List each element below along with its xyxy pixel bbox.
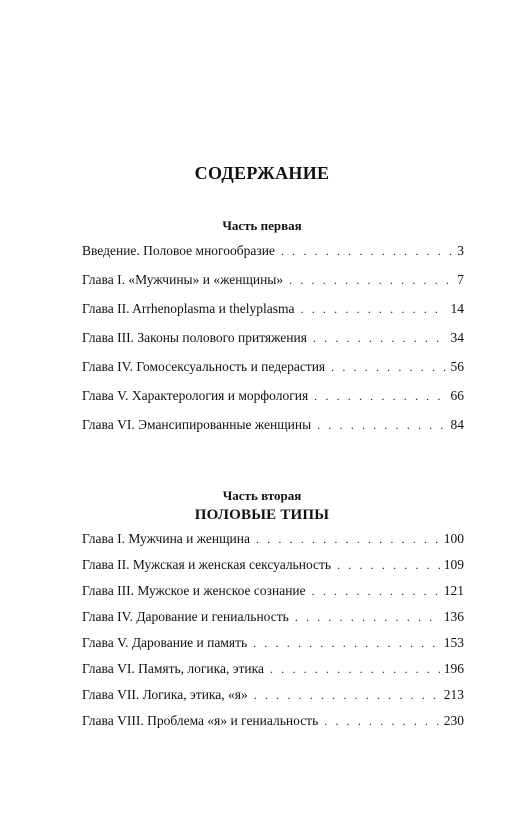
toc-entry-label: Глава V. Дарование и память — [82, 635, 248, 650]
toc-entry-label: Глава IV. Гомосексуальность и педерастия — [82, 359, 326, 374]
toc-page-number: 121 — [443, 583, 464, 598]
toc-leader-dots — [312, 584, 440, 599]
toc-entry — [82, 713, 464, 739]
toc-entry-label: Введение. Половое многообразие — [82, 243, 275, 258]
toc-entry — [82, 272, 464, 301]
toc-entry-label: Глава V. Характерология и морфология — [82, 388, 309, 403]
toc-entry — [82, 583, 464, 609]
toc-page-number: 100 — [443, 531, 464, 546]
toc-page-number: 84 — [450, 417, 464, 432]
toc-page-number: 153 — [443, 635, 464, 650]
part-one-heading: Часть первая — [222, 218, 302, 233]
toc-entry-label: Глава VIII. Проблема «я» и гениальность — [82, 713, 319, 728]
toc-leader-dots — [281, 244, 453, 259]
part-two-subheading: ПОЛОВЫЕ ТИПЫ — [194, 507, 330, 523]
toc-entry-label: Глава VI. Эмансипированные женщины — [82, 417, 312, 432]
toc-entry — [82, 635, 464, 661]
toc-entry — [82, 557, 464, 583]
toc-entry-label: Глава II. Arrhenoplasma и thelyplasma — [82, 301, 295, 316]
toc-leader-dots — [301, 302, 447, 317]
toc-leader-dots — [270, 662, 440, 677]
toc-leader-dots — [331, 360, 446, 375]
toc-page-number: 196 — [443, 661, 464, 676]
toc-entry-label: Глава II. Мужская и женская сексуальность — [82, 557, 332, 572]
toc-leader-dots — [324, 714, 440, 729]
toc-entry-label: Глава IV. Дарование и гениальность — [82, 609, 289, 624]
toc-page-number: 7 — [457, 272, 464, 287]
toc-entry-label: Глава I. «Мужчины» и «женщины» — [82, 272, 284, 287]
toc-entry — [82, 243, 464, 272]
toc-part-one — [82, 243, 464, 446]
toc-page-number: 3 — [457, 243, 464, 258]
toc-page-number: 136 — [443, 609, 464, 624]
toc-part-two — [82, 531, 464, 739]
toc-entry — [82, 388, 464, 417]
toc-entry — [82, 687, 464, 713]
toc-leader-dots — [317, 418, 446, 433]
toc-page-number: 109 — [443, 557, 464, 572]
toc-entry — [82, 301, 464, 330]
toc-entry — [82, 609, 464, 635]
toc-entry-label: Глава VI. Память, логика, этика — [82, 661, 264, 676]
toc-leader-dots — [289, 273, 453, 288]
toc-page-number: 230 — [443, 713, 464, 728]
toc-page-number: 14 — [450, 301, 464, 316]
page-title: СОДЕРЖАНИЕ — [194, 163, 330, 183]
toc-entry-label: Глава VII. Логика, этика, «я» — [82, 687, 248, 702]
toc-page-number: 213 — [443, 687, 464, 702]
toc-entry-label: Глава I. Мужчина и женщина — [82, 531, 250, 546]
toc-entry — [82, 330, 464, 359]
toc-page-number: 56 — [450, 359, 464, 374]
toc-entry — [82, 531, 464, 557]
toc-leader-dots — [295, 610, 440, 625]
toc-leader-dots — [256, 532, 440, 547]
toc-entry-label: Глава III. Мужское и женское сознание — [82, 583, 306, 598]
toc-page-number: 34 — [450, 330, 464, 345]
toc-entry — [82, 417, 464, 446]
toc-leader-dots — [314, 389, 446, 404]
toc-leader-dots — [254, 688, 440, 703]
toc-leader-dots — [313, 331, 447, 346]
toc-entry-label: Глава III. Законы полового притяжения — [82, 330, 307, 345]
toc-entry — [82, 661, 464, 687]
toc-entry — [82, 359, 464, 388]
part-two-heading: Часть вторая — [222, 488, 302, 503]
toc-leader-dots — [253, 636, 440, 651]
toc-page-number: 66 — [450, 388, 464, 403]
toc-leader-dots — [337, 558, 440, 573]
